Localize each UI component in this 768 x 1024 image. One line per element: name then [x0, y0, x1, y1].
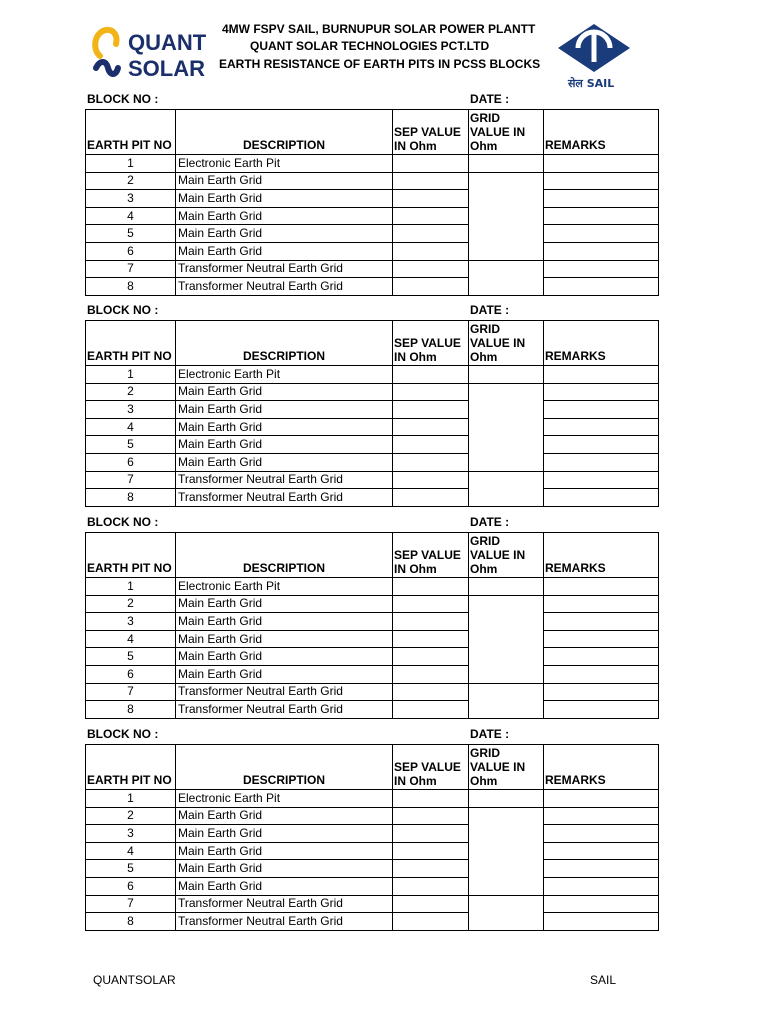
description-cell: Main Earth Grid — [176, 418, 393, 436]
sep-value-cell[interactable] — [393, 366, 469, 384]
earth-pit-no-cell: 8 — [86, 278, 176, 296]
description-cell: Main Earth Grid — [176, 383, 393, 401]
sep-value-cell[interactable] — [393, 913, 469, 931]
footer-right: SAIL — [590, 973, 617, 987]
description-cell: Main Earth Grid — [176, 665, 393, 683]
earth-pit-no-cell: 4 — [86, 207, 176, 225]
remarks-cell[interactable] — [544, 683, 659, 701]
sep-value-cell[interactable] — [393, 401, 469, 419]
description-cell: Transformer Neutral Earth Grid — [176, 278, 393, 296]
sep-value-cell[interactable] — [393, 172, 469, 190]
grid-value-cell[interactable] — [469, 595, 544, 683]
sep-value-cell[interactable] — [393, 489, 469, 507]
header-line-1: 4MW FSPV SAIL, BURNUPUR SOLAR POWER PLANTT — [222, 22, 536, 36]
description-cell: Electronic Earth Pit — [176, 578, 393, 596]
grid-value-cell[interactable] — [469, 366, 544, 384]
col-grid-value: GRID VALUE IN Ohm — [469, 321, 544, 366]
earth-pit-no-cell: 3 — [86, 190, 176, 208]
table-row — [86, 242, 659, 260]
table-row — [86, 665, 659, 683]
earth-resistance-table — [85, 320, 659, 507]
sep-value-cell[interactable] — [393, 877, 469, 895]
description-cell: Transformer Neutral Earth Grid — [176, 701, 393, 719]
quant-solar-logo-icon — [90, 24, 210, 82]
col-earth-pit-no: EARTH PIT NO — [86, 533, 176, 578]
table-header-row — [86, 321, 659, 366]
block-no-label: BLOCK NO : — [87, 303, 159, 317]
remarks-cell[interactable] — [544, 842, 659, 860]
col-grid-value: GRID VALUE IN Ohm — [469, 110, 544, 155]
col-sep-value: SEP VALUE IN Ohm — [393, 321, 469, 366]
table-row — [86, 825, 659, 843]
description-cell: Main Earth Grid — [176, 860, 393, 878]
earth-pit-no-cell: 7 — [86, 260, 176, 278]
sep-value-cell[interactable] — [393, 842, 469, 860]
remarks-cell[interactable] — [544, 278, 659, 296]
earth-pit-no-cell: 2 — [86, 595, 176, 613]
description-cell: Main Earth Grid — [176, 190, 393, 208]
sep-value-cell[interactable] — [393, 895, 469, 913]
description-cell: Main Earth Grid — [176, 825, 393, 843]
col-remarks: REMARKS — [544, 745, 659, 790]
description-cell: Electronic Earth Pit — [176, 790, 393, 808]
earth-resistance-table — [85, 109, 659, 296]
sep-value-cell[interactable] — [393, 190, 469, 208]
sep-value-cell[interactable] — [393, 436, 469, 454]
table-row — [86, 595, 659, 613]
table-row — [86, 471, 659, 489]
sep-value-cell[interactable] — [393, 225, 469, 243]
sail-logo-text: सेल SAIL — [568, 77, 615, 90]
table-row — [86, 630, 659, 648]
table-row — [86, 436, 659, 454]
table-row — [86, 366, 659, 384]
grid-value-cell[interactable] — [469, 172, 544, 260]
table-row — [86, 913, 659, 931]
description-cell: Electronic Earth Pit — [176, 155, 393, 173]
col-sep-value: SEP VALUE IN Ohm — [393, 745, 469, 790]
remarks-cell[interactable] — [544, 825, 659, 843]
grid-value-cell[interactable] — [469, 383, 544, 471]
remarks-cell[interactable] — [544, 471, 659, 489]
sep-value-cell[interactable] — [393, 418, 469, 436]
remarks-cell[interactable] — [544, 895, 659, 913]
table-header-row — [86, 533, 659, 578]
date-label: DATE : — [470, 92, 510, 106]
table-header-row — [86, 110, 659, 155]
table-row — [86, 895, 659, 913]
remarks-cell[interactable] — [544, 489, 659, 507]
sep-value-cell[interactable] — [393, 648, 469, 666]
earth-pit-no-cell: 2 — [86, 807, 176, 825]
sep-value-cell[interactable] — [393, 207, 469, 225]
remarks-cell[interactable] — [544, 155, 659, 173]
sep-value-cell[interactable] — [393, 825, 469, 843]
earth-pit-no-cell: 1 — [86, 790, 176, 808]
table-header-row — [86, 745, 659, 790]
table-row — [86, 701, 659, 719]
header-line-2: QUANT SOLAR TECHNOLOGIES PCT.LTD — [250, 39, 490, 53]
remarks-cell[interactable] — [544, 578, 659, 596]
earth-pit-no-cell: 3 — [86, 401, 176, 419]
earth-pit-no-cell: 8 — [86, 701, 176, 719]
remarks-cell[interactable] — [544, 613, 659, 631]
sep-value-cell[interactable] — [393, 807, 469, 825]
earth-pit-no-cell: 8 — [86, 913, 176, 931]
grid-value-cell[interactable] — [469, 807, 544, 895]
sep-value-cell[interactable] — [393, 860, 469, 878]
table-row — [86, 260, 659, 278]
earth-pit-no-cell: 4 — [86, 842, 176, 860]
block-no-label: BLOCK NO : — [87, 92, 159, 106]
description-cell: Main Earth Grid — [176, 630, 393, 648]
table-row — [86, 578, 659, 596]
earth-pit-no-cell: 1 — [86, 155, 176, 173]
remarks-cell[interactable] — [544, 207, 659, 225]
footer-left: QUANTSOLAR — [93, 973, 176, 987]
table-row — [86, 401, 659, 419]
date-label: DATE : — [470, 303, 510, 317]
remarks-cell[interactable] — [544, 807, 659, 825]
table-row — [86, 489, 659, 507]
earth-pit-no-cell: 4 — [86, 630, 176, 648]
col-sep-value: SEP VALUE IN Ohm — [393, 533, 469, 578]
sep-value-cell[interactable] — [393, 471, 469, 489]
description-cell: Main Earth Grid — [176, 401, 393, 419]
grid-value-cell[interactable] — [469, 895, 544, 930]
table-row — [86, 807, 659, 825]
description-cell: Main Earth Grid — [176, 595, 393, 613]
description-cell: Transformer Neutral Earth Grid — [176, 895, 393, 913]
sep-value-cell[interactable] — [393, 665, 469, 683]
earth-resistance-table — [85, 744, 659, 931]
earth-pit-no-cell: 1 — [86, 366, 176, 384]
earth-pit-no-cell: 3 — [86, 613, 176, 631]
sep-value-cell[interactable] — [393, 578, 469, 596]
table-row — [86, 155, 659, 173]
earth-pit-no-cell: 8 — [86, 489, 176, 507]
col-earth-pit-no: EARTH PIT NO — [86, 110, 176, 155]
quant-logo-text-top: QUANT — [128, 30, 207, 55]
col-earth-pit-no: EARTH PIT NO — [86, 321, 176, 366]
description-cell: Transformer Neutral Earth Grid — [176, 471, 393, 489]
earth-pit-no-cell: 6 — [86, 453, 176, 471]
grid-value-cell[interactable] — [469, 260, 544, 295]
remarks-cell[interactable] — [544, 190, 659, 208]
earth-pit-no-cell: 3 — [86, 825, 176, 843]
table-row — [86, 860, 659, 878]
description-cell: Main Earth Grid — [176, 807, 393, 825]
remarks-cell[interactable] — [544, 453, 659, 471]
table-row — [86, 383, 659, 401]
block-no-label: BLOCK NO : — [87, 515, 159, 529]
sep-value-cell[interactable] — [393, 790, 469, 808]
table-row — [86, 453, 659, 471]
earth-resistance-table — [85, 532, 659, 719]
col-earth-pit-no: EARTH PIT NO — [86, 745, 176, 790]
table-row — [86, 418, 659, 436]
sail-logo — [556, 22, 636, 92]
description-cell: Main Earth Grid — [176, 877, 393, 895]
earth-pit-no-cell: 5 — [86, 860, 176, 878]
earth-pit-no-cell: 5 — [86, 648, 176, 666]
table-row — [86, 790, 659, 808]
table-row — [86, 190, 659, 208]
header-line-3: EARTH RESISTANCE OF EARTH PITS IN PCSS BLOCKS — [219, 57, 541, 71]
sep-value-cell[interactable] — [393, 260, 469, 278]
earth-pit-no-cell: 2 — [86, 172, 176, 190]
earth-pit-no-cell: 7 — [86, 471, 176, 489]
remarks-cell[interactable] — [544, 436, 659, 454]
description-cell: Main Earth Grid — [176, 453, 393, 471]
remarks-cell[interactable] — [544, 595, 659, 613]
col-remarks: REMARKS — [544, 533, 659, 578]
sail-logo-icon — [556, 22, 636, 92]
grid-value-cell[interactable] — [469, 155, 544, 173]
earth-pit-no-cell: 7 — [86, 683, 176, 701]
remarks-cell[interactable] — [544, 383, 659, 401]
earth-pit-no-cell: 6 — [86, 877, 176, 895]
sep-value-cell[interactable] — [393, 630, 469, 648]
col-grid-value: GRID VALUE IN Ohm — [469, 745, 544, 790]
earth-pit-no-cell: 2 — [86, 383, 176, 401]
sep-value-cell[interactable] — [393, 155, 469, 173]
description-cell: Main Earth Grid — [176, 842, 393, 860]
grid-value-cell[interactable] — [469, 471, 544, 506]
description-cell: Main Earth Grid — [176, 242, 393, 260]
table-row — [86, 877, 659, 895]
remarks-cell[interactable] — [544, 401, 659, 419]
table-row — [86, 225, 659, 243]
grid-value-cell[interactable] — [469, 790, 544, 808]
remarks-cell[interactable] — [544, 225, 659, 243]
description-cell: Transformer Neutral Earth Grid — [176, 913, 393, 931]
remarks-cell[interactable] — [544, 860, 659, 878]
description-cell: Main Earth Grid — [176, 207, 393, 225]
col-sep-value: SEP VALUE IN Ohm — [393, 110, 469, 155]
sep-value-cell[interactable] — [393, 453, 469, 471]
earth-pit-no-cell: 5 — [86, 436, 176, 454]
col-description: DESCRIPTION — [176, 745, 393, 790]
remarks-cell[interactable] — [544, 418, 659, 436]
grid-value-cell[interactable] — [469, 683, 544, 718]
description-cell: Transformer Neutral Earth Grid — [176, 489, 393, 507]
earth-pit-no-cell: 5 — [86, 225, 176, 243]
sep-value-cell[interactable] — [393, 683, 469, 701]
description-cell: Main Earth Grid — [176, 436, 393, 454]
remarks-cell[interactable] — [544, 242, 659, 260]
table-row — [86, 172, 659, 190]
sep-value-cell[interactable] — [393, 278, 469, 296]
remarks-cell[interactable] — [544, 648, 659, 666]
remarks-cell[interactable] — [544, 665, 659, 683]
sep-value-cell[interactable] — [393, 701, 469, 719]
col-description: DESCRIPTION — [176, 321, 393, 366]
quant-logo-text-bottom: SOLAR — [128, 56, 205, 81]
grid-value-cell[interactable] — [469, 578, 544, 596]
earth-pit-no-cell: 4 — [86, 418, 176, 436]
col-description: DESCRIPTION — [176, 533, 393, 578]
date-label: DATE : — [470, 515, 510, 529]
col-grid-value: GRID VALUE IN Ohm — [469, 533, 544, 578]
description-cell: Main Earth Grid — [176, 172, 393, 190]
description-cell: Main Earth Grid — [176, 613, 393, 631]
table-row — [86, 207, 659, 225]
earth-pit-no-cell: 1 — [86, 578, 176, 596]
description-cell: Main Earth Grid — [176, 648, 393, 666]
sep-value-cell[interactable] — [393, 242, 469, 260]
remarks-cell[interactable] — [544, 790, 659, 808]
sep-value-cell[interactable] — [393, 595, 469, 613]
remarks-cell[interactable] — [544, 877, 659, 895]
earth-pit-no-cell: 6 — [86, 242, 176, 260]
description-cell: Electronic Earth Pit — [176, 366, 393, 384]
earth-pit-no-cell: 6 — [86, 665, 176, 683]
col-description: DESCRIPTION — [176, 110, 393, 155]
sep-value-cell[interactable] — [393, 613, 469, 631]
table-row — [86, 683, 659, 701]
table-row — [86, 278, 659, 296]
remarks-cell[interactable] — [544, 172, 659, 190]
remarks-cell[interactable] — [544, 260, 659, 278]
remarks-cell[interactable] — [544, 913, 659, 931]
description-cell: Main Earth Grid — [176, 225, 393, 243]
remarks-cell[interactable] — [544, 701, 659, 719]
table-row — [86, 842, 659, 860]
block-no-label: BLOCK NO : — [87, 727, 159, 741]
description-cell: Transformer Neutral Earth Grid — [176, 260, 393, 278]
remarks-cell[interactable] — [544, 630, 659, 648]
earth-pit-no-cell: 7 — [86, 895, 176, 913]
description-cell: Transformer Neutral Earth Grid — [176, 683, 393, 701]
col-remarks: REMARKS — [544, 110, 659, 155]
quant-solar-logo — [90, 24, 210, 82]
col-remarks: REMARKS — [544, 321, 659, 366]
table-row — [86, 648, 659, 666]
sep-value-cell[interactable] — [393, 383, 469, 401]
table-row — [86, 613, 659, 631]
date-label: DATE : — [470, 727, 510, 741]
remarks-cell[interactable] — [544, 366, 659, 384]
